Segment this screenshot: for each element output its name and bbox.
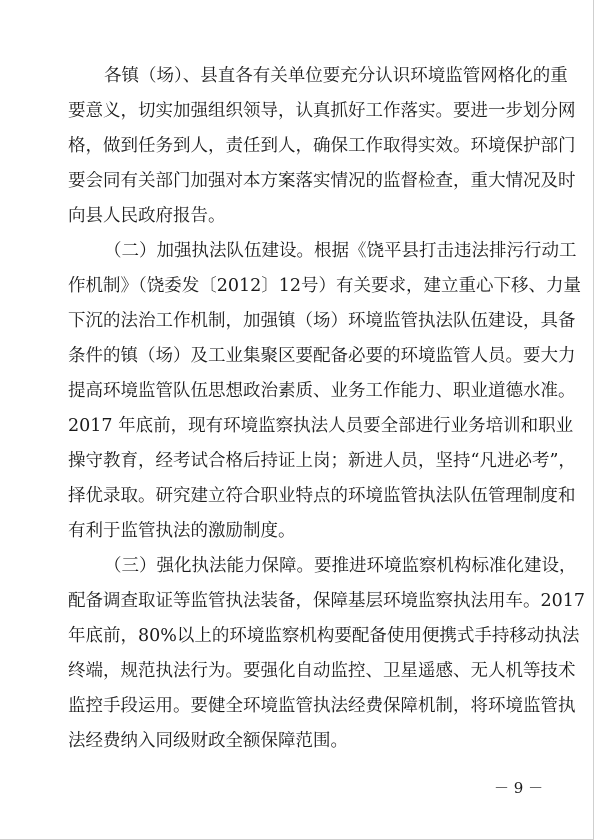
- page-number: － 9 －: [494, 779, 544, 797]
- text-line: 下沉的法治工作机制，加强镇（场）环境监管执法队伍建设，具备: [68, 311, 576, 331]
- text-line: 格，做到任务到人，责任到人，确保工作取得实效。环境保护部门: [68, 136, 576, 156]
- text-line: 操守教育，经考试合格后持证上岗；新进人员，坚持“凡进必考”，: [68, 451, 576, 471]
- text-line: 条件的镇（场）及工业集聚区要配备必要的环境监管人员。要大力: [68, 346, 576, 366]
- text-line: 年底前，80%以上的环境监察机构要配备使用便携式手持移动执法: [68, 626, 580, 646]
- text-line: 择优录取。研究建立符合职业特点的环境监管执法队伍管理制度和: [68, 486, 576, 506]
- text-line: 作机制》（饶委发〔2012〕12号）有关要求，建立重心下移、力量: [68, 276, 582, 296]
- text-line: （三）强化执法能力保障。要推进环境监察机构标准化建设，: [104, 556, 577, 576]
- text-line: 要意义，切实加强组织领导，认真抓好工作落实。要进一步划分网: [68, 101, 576, 121]
- text-line: 终端，规范执法行为。要强化自动监控、卫星遥感、无人机等技术: [68, 661, 576, 681]
- text-line: 配备调查取证等监管执法装备，保障基层环境监察执法用车。2017: [68, 591, 586, 611]
- text-line: 法经费纳入同级财政全额保障范围。: [68, 731, 348, 751]
- text-line: 监控手段运用。要健全环境监管执法经费保障机制，将环境监管执: [68, 696, 576, 716]
- text-line: 要会同有关部门加强对本方案落实情况的监督检查，重大情况及时: [68, 171, 576, 191]
- text-line: 2017 年底前，现有环境监察执法人员要全部进行业务培训和职业: [68, 416, 574, 436]
- text-line: 各镇（场）、县直各有关单位要充分认识环境监管网格化的重: [104, 66, 568, 86]
- text-line: （二）加强执法队伍建设。根据《饶平县打击违法排污行动工: [104, 241, 577, 261]
- text-line: 有利于监管执法的激励制度。: [68, 521, 296, 541]
- text-line: 提高环境监管队伍思想政治素质、业务工作能力、职业道德水准。: [68, 381, 576, 401]
- text-line: 向县人民政府报告。: [68, 206, 226, 226]
